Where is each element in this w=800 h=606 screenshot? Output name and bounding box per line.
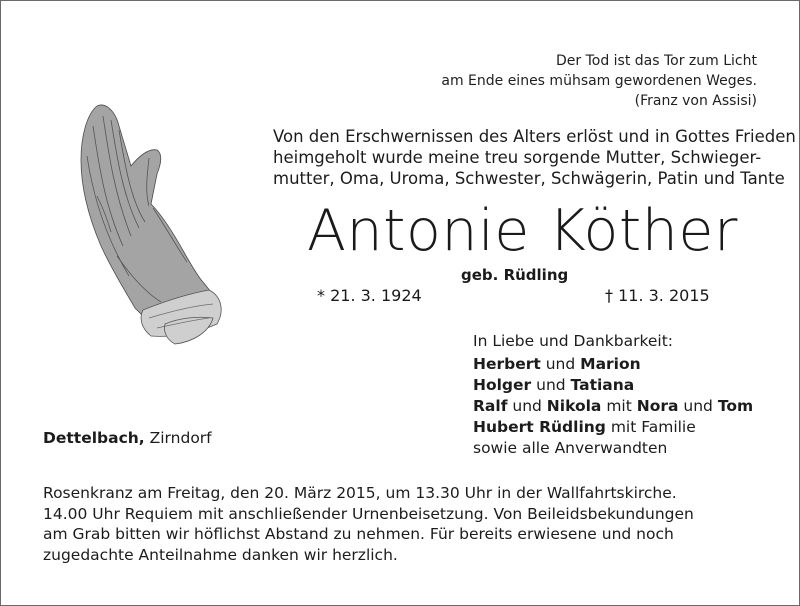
- deceased-name: Antonie Köther: [307, 198, 738, 264]
- service-line: am Grab bitten wir höflichst Abstand zu nehmen. Für bereits erwiesene und noch: [43, 525, 674, 543]
- mourner-line: sowie alle Anverwandten: [473, 439, 668, 457]
- place: [43, 429, 212, 447]
- mourner-name: Hubert Rüdling: [473, 418, 606, 436]
- quote-author: (Franz von Assisi): [634, 93, 757, 109]
- maiden-name: geb. Rüdling: [461, 266, 569, 284]
- mourner-name: Nikola: [546, 397, 602, 415]
- connector-text: und: [540, 355, 581, 373]
- praying-hands-icon: [53, 96, 243, 346]
- intro-line: Von den Erschwernissen des Alters erlöst und in Gottes Frieden: [273, 127, 796, 146]
- mourner-name: Marion: [580, 355, 641, 373]
- intro-text: [273, 126, 796, 189]
- mourners-intro: In Liebe und Dankbarkeit:: [473, 332, 674, 350]
- quote-line: Der Tod ist das Tor zum Licht: [555, 53, 757, 69]
- mourner-line: [473, 417, 753, 438]
- place-main: Dettelbach,: [43, 429, 145, 447]
- connector-text: mit Familie: [605, 418, 696, 436]
- mourner-name: Tom: [717, 397, 754, 415]
- connector-text: und: [678, 397, 718, 415]
- mourner-name: Tatiana: [570, 376, 635, 394]
- mourner-name: Herbert: [473, 355, 541, 373]
- mourners-list: [473, 354, 753, 459]
- mourner-line: [473, 375, 753, 396]
- birth-date: * 21. 3. 1924: [317, 286, 422, 305]
- service-line: Rosenkranz am Freitag, den 20. März 2015, um 13.30 Uhr in der Wallfahrtskirche.: [43, 484, 677, 502]
- mourner-name: Ralf: [473, 397, 508, 415]
- death-date: † 11. 3. 2015: [605, 286, 710, 305]
- service-line: 14.00 Uhr Requiem mit anschließender Urnenbeisetzung. Von Beileidsbekundungen: [43, 504, 694, 523]
- quote-line: am Ende eines mühsam gewordenen Weges.: [441, 73, 757, 89]
- place-secondary: Zirndorf: [144, 429, 212, 447]
- mourner-line: [473, 396, 753, 417]
- service-info: [43, 483, 703, 565]
- intro-line: heimgeholt wurde meine treu sorgende Mutter, Schwieger-: [273, 148, 762, 167]
- connector-text: mit: [601, 397, 637, 415]
- mourner-name: Holger: [473, 376, 532, 394]
- connector-text: und: [531, 376, 571, 394]
- connector-text: und: [507, 397, 547, 415]
- mourner-name: Nora: [636, 397, 679, 415]
- intro-line: mutter, Oma, Uroma, Schwester, Schwägerin, Patin und Tante: [273, 169, 785, 188]
- mourner-line: [473, 354, 753, 375]
- quote: [421, 51, 757, 111]
- service-line: zugedachte Anteilnahme danken wir herzlich.: [43, 545, 398, 564]
